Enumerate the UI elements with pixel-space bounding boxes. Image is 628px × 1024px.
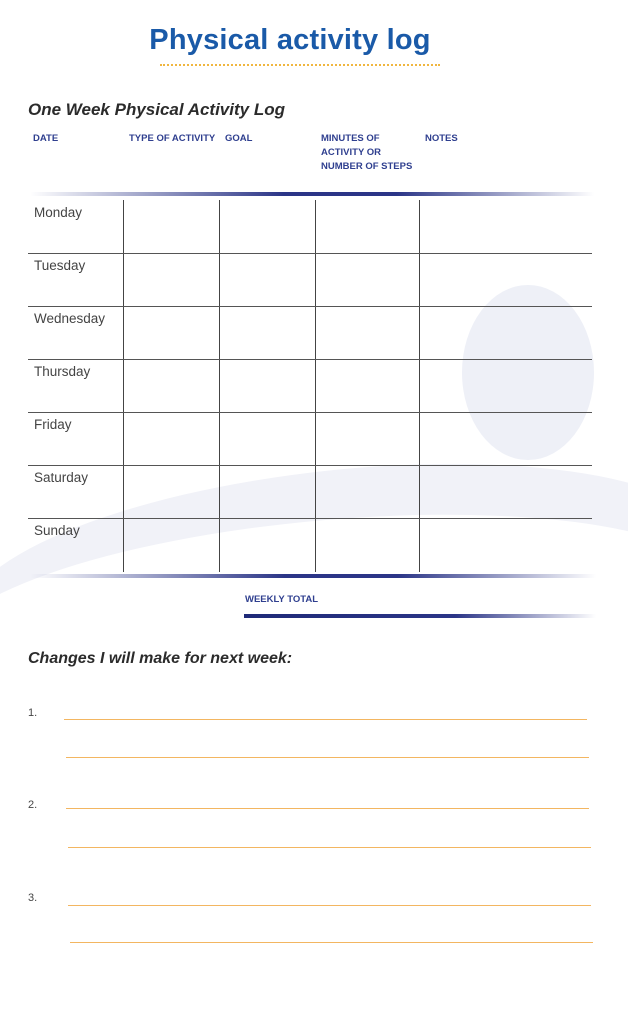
table-column-divider: [123, 200, 124, 572]
change-item-number-1: 1.: [28, 707, 38, 719]
change-item-number-3: 3.: [28, 892, 38, 904]
column-header-minutes-or-steps: MINUTES OF ACTIVITY OR NUMBER OF STEPS: [321, 133, 413, 172]
activity-log-table: [28, 200, 592, 572]
write-in-line: [70, 942, 593, 943]
page-title: Physical activity log: [149, 24, 431, 56]
table-row-divider: [28, 359, 592, 360]
title-dotted-underline: [160, 64, 440, 66]
column-header-notes: NOTES: [425, 133, 458, 144]
row-label-sunday: Sunday: [34, 523, 80, 538]
weekly-total-rule: [244, 614, 596, 618]
table-bottom-rule: [30, 574, 596, 578]
column-header-goal: GOAL: [225, 133, 253, 144]
row-label-friday: Friday: [34, 417, 72, 432]
row-label-wednesday: Wednesday: [34, 311, 106, 326]
write-in-line: [64, 719, 587, 720]
changes-section-title: Changes I will make for next week:: [28, 650, 293, 667]
write-in-line: [66, 808, 589, 809]
log-section-title: One Week Physical Activity Log: [28, 100, 285, 119]
column-header-date: DATE: [33, 133, 59, 144]
table-column-divider: [219, 200, 220, 572]
row-label-saturday: Saturday: [34, 470, 89, 485]
column-header-type-of-activity: TYPE OF ACTIVITY: [129, 133, 216, 144]
table-row-divider: [28, 412, 592, 413]
write-in-line: [68, 905, 591, 906]
change-item-number-2: 2.: [28, 799, 38, 811]
row-label-tuesday: Tuesday: [34, 258, 86, 273]
table-row-divider: [28, 306, 592, 307]
table-row-divider: [28, 253, 592, 254]
row-label-thursday: Thursday: [34, 364, 91, 379]
row-label-monday: Monday: [34, 205, 83, 220]
table-top-rule: [30, 192, 594, 196]
write-in-line: [68, 847, 591, 848]
table-column-divider: [315, 200, 316, 572]
write-in-line: [66, 757, 589, 758]
table-row-divider: [28, 518, 592, 519]
weekly-total-label: WEEKLY TOTAL: [245, 594, 319, 605]
table-row-divider: [28, 465, 592, 466]
table-column-divider: [419, 200, 420, 572]
